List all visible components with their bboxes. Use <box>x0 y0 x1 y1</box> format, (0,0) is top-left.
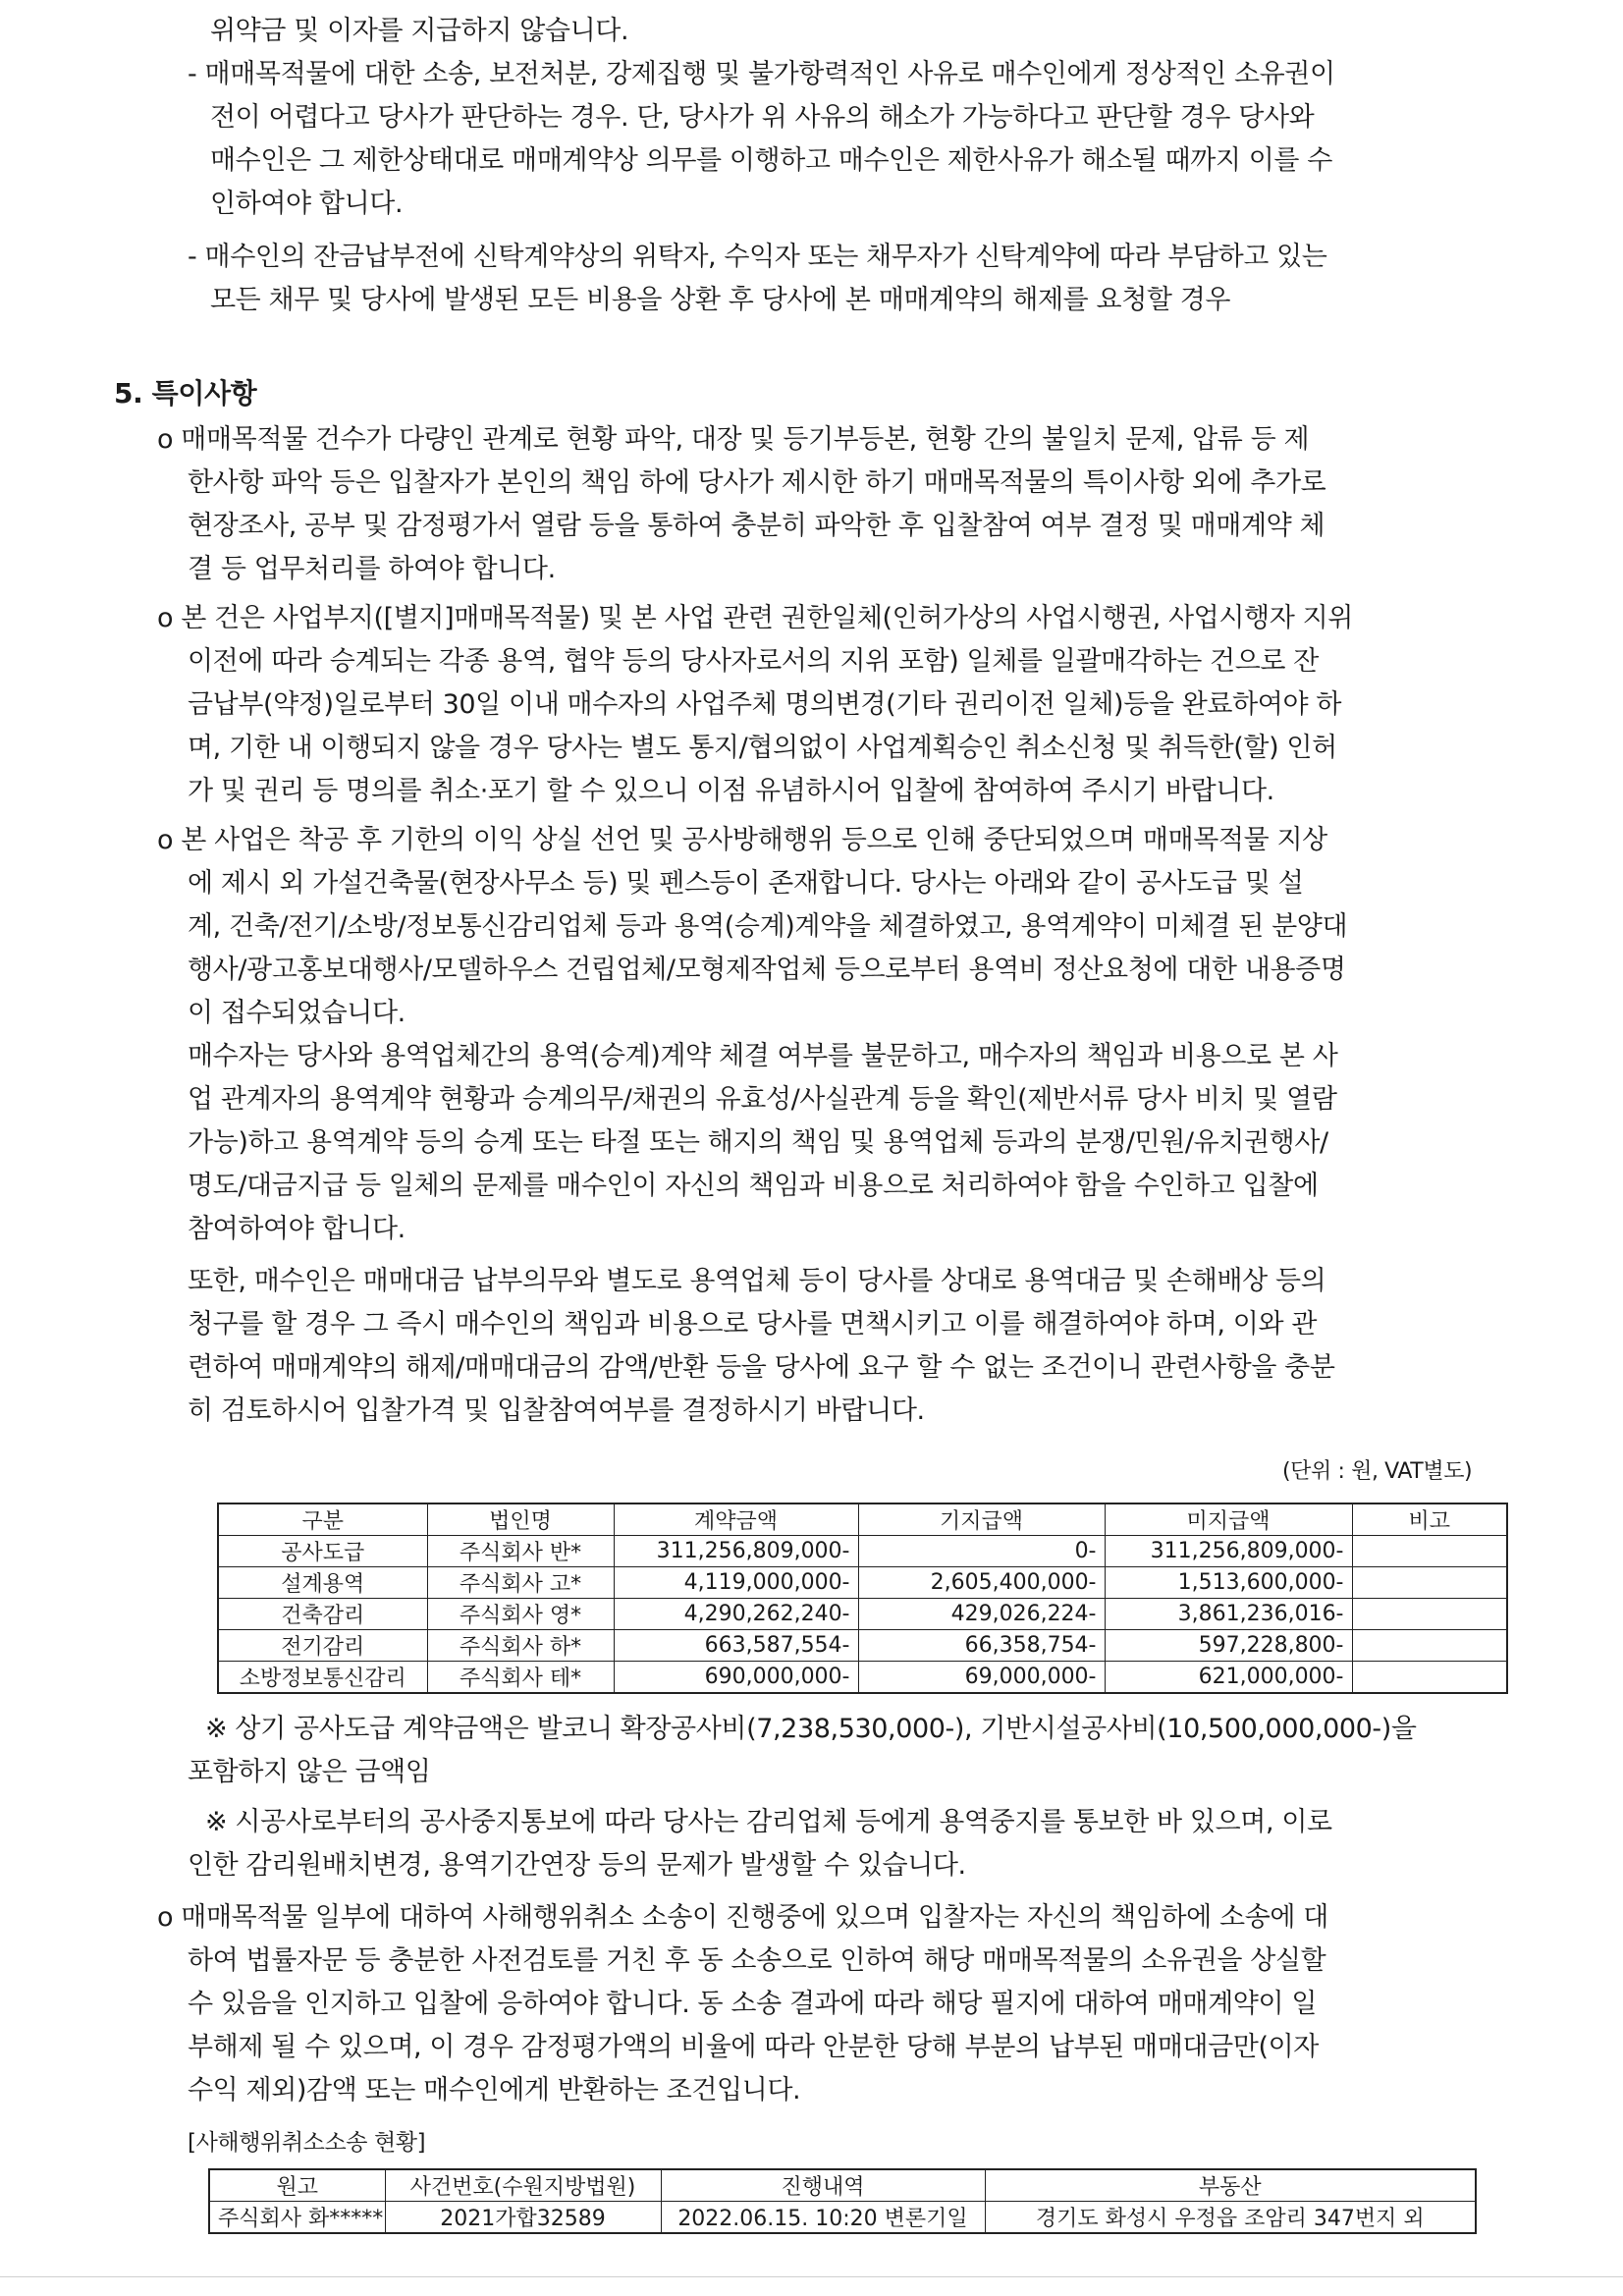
table-cell: 주식회사 반* <box>427 1536 614 1567</box>
table-cell: 429,026,224- <box>858 1599 1105 1630</box>
table-cell: 주식회사 영* <box>427 1599 614 1630</box>
text-line: - 매수인의 잔금납부전에 신탁계약상의 위탁자, 수익자 또는 채무자가 신탁계약에 따라 부담하고 있는 <box>188 242 1327 272</box>
table-cell: 설계용역 <box>218 1567 427 1599</box>
text-line: 가능)하고 용역계약 등의 승계 또는 타절 또는 해지의 책임 및 용역업체 등과의 분쟁/민원/유치권행사/ <box>188 1127 1328 1158</box>
table-cell: 66,358,754- <box>858 1630 1105 1662</box>
table-row <box>218 1567 1507 1599</box>
table-row <box>218 1630 1507 1662</box>
table-cell: 경기도 화성시 우정읍 조암리 347번지 외 <box>985 2202 1476 2234</box>
table-cell: 0- <box>858 1536 1105 1567</box>
text-line: 현장조사, 공부 및 감정평가서 열람 등을 통하여 충분히 파악한 후 입찰참여 여부 결정 및 매매계약 체 <box>188 511 1325 541</box>
text-line: 전이 어렵다고 당사가 판단하는 경우. 단, 당사가 위 사유의 해소가 가능하다고 판단할 경우 당사와 <box>210 102 1315 133</box>
table-cell: 건축감리 <box>218 1599 427 1630</box>
table-cell: 4,119,000,000- <box>614 1567 858 1599</box>
lawsuit-table <box>208 2168 1477 2234</box>
header-cell: 원고 <box>209 2169 385 2202</box>
table-cell <box>1352 1662 1507 1694</box>
table-cell <box>1352 1599 1507 1630</box>
text-line: o 매매목적물 일부에 대하여 사해행위취소 소송이 진행중에 있으며 입찰자는 자신의 책임하에 소송에 대 <box>157 1902 1328 1933</box>
text-line: 행사/광고홍보대행사/모델하우스 건립업체/모형제작업체 등으로부터 용역비 정산요청에 대한 내용증명 <box>188 955 1346 985</box>
text-line: 이 접수되었습니다. <box>188 998 406 1028</box>
table-cell: 69,000,000- <box>858 1662 1105 1694</box>
table-cell: 690,000,000- <box>614 1662 858 1694</box>
text-line: 부해제 될 수 있으며, 이 경우 감정평가액의 비율에 따라 안분한 당해 부분의 납부된 매매대금만(이자 <box>188 2032 1319 2062</box>
table-row <box>218 1536 1507 1567</box>
header-cell: 사건번호(수원지방법원) <box>385 2169 661 2202</box>
table-cell: 2022.06.15. 10:20 변론기일 <box>661 2202 985 2234</box>
text-line: 계, 건축/전기/소방/정보통신감리업체 등과 용역(승계)계약을 체결하였고, 용역계약이 미체결 된 분양대 <box>188 911 1348 942</box>
table-cell: 전기감리 <box>218 1630 427 1662</box>
table-row <box>218 1662 1507 1694</box>
text-line: 히 검토하시어 입찰가격 및 입찰참여여부를 결정하시기 바랍니다. <box>188 1395 925 1426</box>
text-line: o 본 사업은 착공 후 기한의 이익 상실 선언 및 공사방해행위 등으로 인해 중단되었으며 매매목적물 지상 <box>157 825 1327 855</box>
header-cell: 미지급액 <box>1105 1503 1352 1536</box>
table-cell: 621,000,000- <box>1105 1662 1352 1694</box>
table-cell: 소방정보통신감리 <box>218 1662 427 1694</box>
table-row <box>218 1599 1507 1630</box>
footnote-line: ※ 시공사로부터의 공사중지통보에 따라 당사는 감리업체 등에게 용역중지를 통보한 바 있으며, 이로 <box>205 1807 1332 1837</box>
table-header-row <box>218 1503 1507 1536</box>
unit-note: (단위 : 원, VAT별도) <box>1282 1459 1473 1484</box>
text-line: 하여 법률자문 등 충분한 사전검토를 거친 후 동 소송으로 인하여 해당 매매목적물의 소유권을 상실할 <box>188 1945 1326 1976</box>
table-cell: 주식회사 테* <box>427 1662 614 1694</box>
text-line: 참여하여야 합니다. <box>188 1214 406 1244</box>
footnote-line: 인한 감리원배치변경, 용역기간연장 등의 문제가 발생할 수 있습니다. <box>188 1850 966 1881</box>
text-line: 위약금 및 이자를 지급하지 않습니다. <box>210 16 629 46</box>
text-line: 에 제시 외 가설건축물(현장사무소 등) 및 펜스등이 존재합니다. 당사는 아래와 같이 공사도급 및 설 <box>188 868 1304 899</box>
text-line: 련하여 매매계약의 해제/매매대금의 감액/반환 등을 당사에 요구 할 수 없는 조건이니 관련사항을 충분 <box>188 1352 1335 1383</box>
text-line: 결 등 업무처리를 하여야 합니다. <box>188 554 556 584</box>
table-cell: 공사도급 <box>218 1536 427 1567</box>
table-cell: 4,290,262,240- <box>614 1599 858 1630</box>
table-cell <box>1352 1536 1507 1567</box>
text-line: 수 있음을 인지하고 입찰에 응하여야 합니다. 동 소송 결과에 따라 해당 필지에 대하여 매매계약이 일 <box>188 1989 1318 2019</box>
header-cell: 진행내역 <box>661 2169 985 2202</box>
footnote-line: 포함하지 않은 금액임 <box>188 1757 431 1787</box>
text-line: 업 관계자의 용역계약 현황과 승계의무/채권의 유효성/사실관계 등을 확인(제반서류 당사 비치 및 열람 <box>188 1084 1337 1115</box>
table-cell <box>1352 1630 1507 1662</box>
table-cell: 주식회사 화***** <box>209 2202 385 2234</box>
text-line: 매수인은 그 제한상태대로 매매계약상 의무를 이행하고 매수인은 제한사유가 해소될 때까지 이를 수 <box>210 145 1332 176</box>
text-line: o 매매목적물 건수가 다량인 관계로 현황 파악, 대장 및 등기부등본, 현황 간의 불일치 문제, 압류 등 제 <box>157 424 1310 455</box>
text-line: 수익 제외)감액 또는 매수인에게 반환하는 조건입니다. <box>188 2075 801 2105</box>
table-cell: 2,605,400,000- <box>858 1567 1105 1599</box>
table-cell: 주식회사 고* <box>427 1567 614 1599</box>
table-cell: 311,256,809,000- <box>1105 1536 1352 1567</box>
text-line: 인하여야 합니다. <box>210 189 404 219</box>
text-line: 청구를 할 경우 그 즉시 매수인의 책임과 비용으로 당사를 면책시키고 이를 해결하여야 하며, 이와 관 <box>188 1309 1318 1339</box>
header-cell: 비고 <box>1352 1503 1507 1536</box>
table-caption: [사해행위취소소송 현황] <box>188 2130 426 2156</box>
text-line: 명도/대금지급 등 일체의 문제를 매수인이 자신의 책임과 비용으로 처리하여야 함을 수인하고 입찰에 <box>188 1171 1319 1201</box>
text-line: o 본 건은 사업부지([별지]매매목적물) 및 본 사업 관련 권한일체(인허가상의 사업시행권, 사업시행자 지위 <box>157 603 1353 633</box>
footnote-line: ※ 상기 공사도급 계약금액은 발코니 확장공사비(7,238,530,000-), 기반시설공사비(10,500,000,000-)을 <box>205 1714 1417 1744</box>
table-cell: 주식회사 하* <box>427 1630 614 1662</box>
text-line: 이전에 따라 승계되는 각종 용역, 협약 등의 당사자로서의 지위 포함) 일체를 일괄매각하는 건으로 잔 <box>188 646 1319 677</box>
table-header-row <box>209 2169 1476 2202</box>
page-divider <box>0 2276 1623 2277</box>
section-heading: 5. 특이사항 <box>114 377 257 410</box>
text-line: 모든 채무 및 당사에 발생된 모든 비용을 상환 후 당사에 본 매매계약의 해제를 요청할 경우 <box>210 285 1231 315</box>
table-cell: 1,513,600,000- <box>1105 1567 1352 1599</box>
header-cell: 구분 <box>218 1503 427 1536</box>
header-cell: 기지급액 <box>858 1503 1105 1536</box>
table-cell <box>1352 1567 1507 1599</box>
text-line: 매수자는 당사와 용역업체간의 용역(승계)계약 체결 여부를 불문하고, 매수자의 책임과 비용으로 본 사 <box>188 1041 1338 1071</box>
table-cell: 597,228,800- <box>1105 1630 1352 1662</box>
contracts-table <box>217 1503 1508 1694</box>
text-line: 한사항 파악 등은 입찰자가 본인의 책임 하에 당사가 제시한 하기 매매목적물의 특이사항 외에 추가로 <box>188 467 1326 498</box>
table-cell: 2021가합32589 <box>385 2202 661 2234</box>
text-line: 가 및 권리 등 명의를 취소·포기 할 수 있으니 이점 유념하시어 입찰에 참여하여 주시기 바랍니다. <box>188 776 1274 806</box>
table-cell: 663,587,554- <box>614 1630 858 1662</box>
header-cell: 법인명 <box>427 1503 614 1536</box>
table-row <box>209 2202 1476 2234</box>
table-cell: 3,861,236,016- <box>1105 1599 1352 1630</box>
table-cell: 311,256,809,000- <box>614 1536 858 1567</box>
text-line: 금납부(약정)일로부터 30일 이내 매수자의 사업주체 명의변경(기타 권리이전 일체)등을 완료하여야 하 <box>188 689 1342 720</box>
text-line: 또한, 매수인은 매매대금 납부의무와 별도로 용역업체 등이 당사를 상대로 용역대금 및 손해배상 등의 <box>188 1266 1326 1296</box>
header-cell: 계약금액 <box>614 1503 858 1536</box>
header-cell: 부동산 <box>985 2169 1476 2202</box>
text-line: 며, 기한 내 이행되지 않을 경우 당사는 별도 통지/협의없이 사업계획승인 취소신청 및 취득한(할) 인허 <box>188 733 1337 763</box>
text-line: - 매매목적물에 대한 소송, 보전처분, 강제집행 및 불가항력적인 사유로 매수인에게 정상적인 소유권이 <box>188 59 1335 89</box>
